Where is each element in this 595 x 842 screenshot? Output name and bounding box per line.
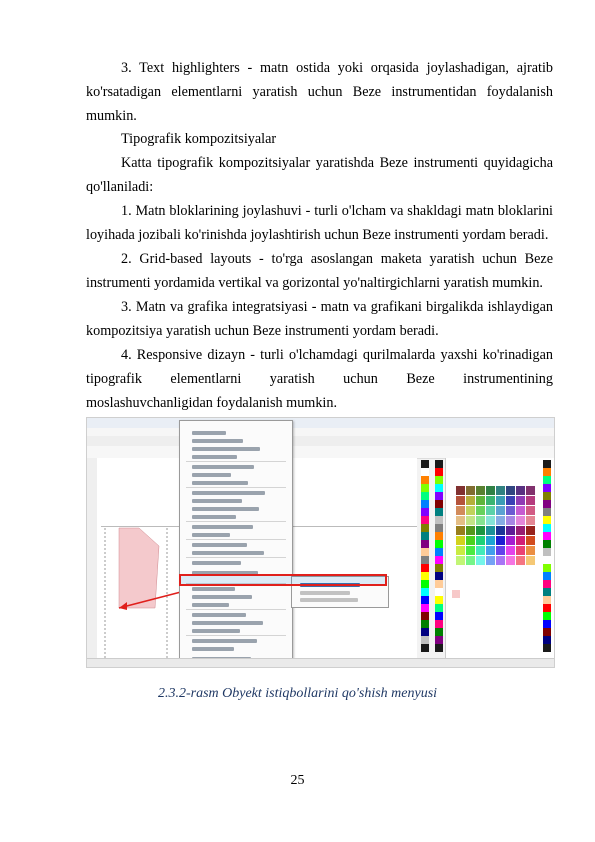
menu-separator (186, 557, 286, 558)
palette-swatch[interactable] (435, 492, 443, 500)
palette-swatch[interactable] (543, 548, 551, 556)
menu-separator (186, 635, 286, 636)
color-grid-swatch[interactable] (486, 486, 495, 495)
color-grid-swatch[interactable] (506, 536, 515, 545)
palette-swatch[interactable] (543, 524, 551, 532)
color-grid-swatch[interactable] (486, 516, 495, 525)
color-grid-swatch[interactable] (506, 496, 515, 505)
palette-swatch[interactable] (543, 532, 551, 540)
palette-swatch[interactable] (435, 644, 443, 652)
palette-swatch[interactable] (543, 460, 551, 468)
color-grid-swatch[interactable] (516, 506, 525, 515)
color-grid-swatch[interactable] (496, 536, 505, 545)
palette-swatch[interactable] (421, 468, 429, 476)
menu-item[interactable] (192, 455, 237, 459)
color-grid-swatch[interactable] (516, 526, 525, 535)
palette-swatch[interactable] (421, 500, 429, 508)
paragraph-heading-tipografik: Tipografik kompozitsiyalar (121, 131, 277, 147)
palette-swatch[interactable] (435, 548, 443, 556)
color-grid-swatch[interactable] (526, 546, 535, 555)
color-grid-swatch[interactable] (516, 496, 525, 505)
palette-swatch[interactable] (421, 524, 429, 532)
menu-item[interactable] (192, 473, 231, 477)
menu-separator (186, 521, 286, 522)
palette-swatch[interactable] (543, 476, 551, 484)
menu-item[interactable] (192, 491, 265, 495)
menu-separator (186, 487, 286, 488)
palette-swatch[interactable] (543, 636, 551, 644)
palette-swatch[interactable] (421, 588, 429, 596)
color-grid-swatch[interactable] (496, 516, 505, 525)
menu-item[interactable] (192, 561, 241, 565)
color-grid-swatch[interactable] (456, 536, 465, 545)
paragraph-text-highlighters: 3. Text highlighters - matn ostida yoki orqasida joylashadigan, ajratib ko'rsatadigan elementlarni yaratish uchun Beze instrumentidan foydalanish mumkin. (86, 60, 553, 124)
palette-swatch[interactable] (421, 492, 429, 500)
color-grid-swatch[interactable] (506, 546, 515, 555)
menu-separator (186, 539, 286, 540)
palette-swatch[interactable] (435, 604, 443, 612)
color-grid-swatch[interactable] (456, 546, 465, 555)
color-grid-swatch[interactable] (526, 536, 535, 545)
palette-swatch[interactable] (421, 516, 429, 524)
color-grid-swatch[interactable] (526, 496, 535, 505)
paragraph-grid-based: 2. Grid-based layouts - to'rga asoslangan maketa yaratish uchun Beze instrumenti yordamida vertikal va gorizontal yo'naltirgichlarni yaratish mumkin. (86, 251, 553, 291)
color-grid-swatch[interactable] (526, 526, 535, 535)
palette-swatch[interactable] (435, 580, 443, 588)
palette-swatch[interactable] (435, 628, 443, 636)
palette-swatch[interactable] (543, 596, 551, 604)
palette-swatch[interactable] (543, 588, 551, 596)
paragraph-katta-tipografik: Katta tipografik kompozitsiyalar yaratishda Beze instrumenti quyidagicha qo'llaniladi: (86, 155, 553, 195)
color-grid-swatch[interactable] (526, 506, 535, 515)
palette-swatch[interactable] (421, 572, 429, 580)
palette-swatch[interactable] (435, 484, 443, 492)
palette-swatch[interactable] (421, 532, 429, 540)
palette-swatch[interactable] (435, 620, 443, 628)
color-grid-swatch[interactable] (516, 536, 525, 545)
envelope-shape[interactable] (119, 528, 159, 608)
palette-swatch[interactable] (421, 628, 429, 636)
palette-swatch[interactable] (435, 596, 443, 604)
menu-item[interactable] (192, 481, 248, 485)
palette-swatch[interactable] (543, 516, 551, 524)
color-grid-swatch[interactable] (526, 556, 535, 565)
selected-color-swatch[interactable] (452, 590, 460, 598)
palette-swatch[interactable] (543, 556, 551, 564)
color-grid-swatch[interactable] (466, 546, 475, 555)
menu-item[interactable] (192, 629, 240, 633)
menu-item[interactable] (192, 647, 234, 651)
color-grid-swatch[interactable] (476, 506, 485, 515)
color-grid-swatch[interactable] (486, 536, 495, 545)
palette-swatch[interactable] (421, 540, 429, 548)
palette-swatch[interactable] (543, 492, 551, 500)
color-grid-swatch[interactable] (476, 486, 485, 495)
color-grid-swatch[interactable] (466, 556, 475, 565)
palette-swatch[interactable] (435, 516, 443, 524)
color-grid-swatch[interactable] (486, 506, 495, 515)
palette-swatch[interactable] (421, 596, 429, 604)
color-grid-swatch[interactable] (466, 506, 475, 515)
color-grid-swatch[interactable] (516, 516, 525, 525)
palette-swatch[interactable] (435, 500, 443, 508)
screenshot-figure (86, 417, 555, 668)
color-grid-swatch[interactable] (456, 516, 465, 525)
paragraph-matn-grafika: 3. Matn va grafika integratsiyasi - matn va grafikani birgalikda ishlaydigan kompozitsiya yaratish uchun Beze instrumenti yordam beradi. (86, 299, 553, 339)
color-grid-swatch[interactable] (456, 506, 465, 515)
palette-swatch[interactable] (543, 644, 551, 652)
palette-swatch[interactable] (435, 468, 443, 476)
color-grid-swatch[interactable] (466, 536, 475, 545)
paragraph-matn-bloklari: 1. Matn bloklarining joylashuvi - turli o'lcham va shakldagi matn bloklarini loyihada jozibali ko'rinishda joylashtirish uchun Beze instrumenti yordam beradi. (86, 203, 553, 243)
color-grid-swatch[interactable] (496, 486, 505, 495)
color-grid-swatch[interactable] (476, 556, 485, 565)
color-grid-swatch[interactable] (506, 526, 515, 535)
menu-item[interactable] (192, 587, 235, 591)
menu-item[interactable] (192, 431, 226, 435)
palette-swatch[interactable] (435, 508, 443, 516)
color-grid-swatch[interactable] (496, 496, 505, 505)
menu-item[interactable] (192, 533, 230, 537)
palette-swatch[interactable] (421, 460, 429, 468)
color-grid-swatch[interactable] (516, 556, 525, 565)
palette-swatch[interactable] (543, 620, 551, 628)
palette-swatch[interactable] (435, 476, 443, 484)
color-grid-swatch[interactable] (466, 526, 475, 535)
menu-item[interactable] (192, 621, 263, 625)
color-grid-swatch[interactable] (496, 546, 505, 555)
palette-swatch[interactable] (435, 532, 443, 540)
palette-swatch[interactable] (421, 620, 429, 628)
palette-swatch[interactable] (543, 508, 551, 516)
palette-swatch[interactable] (543, 580, 551, 588)
palette-swatch[interactable] (421, 548, 429, 556)
menu-item[interactable] (192, 465, 254, 469)
color-grid-swatch[interactable] (506, 516, 515, 525)
menu-item[interactable] (192, 613, 246, 617)
menu-item[interactable] (192, 639, 257, 643)
menu-separator (186, 609, 286, 610)
color-grid-swatch[interactable] (456, 486, 465, 495)
palette-swatch[interactable] (421, 564, 429, 572)
color-grid-swatch[interactable] (466, 496, 475, 505)
palette-strip-3 (539, 460, 555, 656)
palette-swatch[interactable] (543, 604, 551, 612)
palette-strip-2 (431, 460, 447, 656)
palette-swatch[interactable] (435, 524, 443, 532)
palette-swatch[interactable] (543, 572, 551, 580)
status-bar (87, 658, 554, 668)
color-grid-swatch[interactable] (516, 546, 525, 555)
color-grid-swatch[interactable] (526, 516, 535, 525)
color-grid-swatch[interactable] (476, 536, 485, 545)
color-grid-swatch[interactable] (466, 486, 475, 495)
palette-swatch[interactable] (543, 540, 551, 548)
palette-swatch[interactable] (435, 460, 443, 468)
palette-swatch[interactable] (543, 500, 551, 508)
menu-item[interactable] (192, 525, 253, 529)
color-grid-swatch[interactable] (486, 546, 495, 555)
color-grid-swatch[interactable] (506, 486, 515, 495)
menu-item[interactable] (192, 515, 236, 519)
color-grid-swatch[interactable] (516, 486, 525, 495)
menu-item[interactable] (192, 603, 229, 607)
highlighted-menu-item[interactable] (179, 574, 387, 586)
menu-item[interactable] (192, 507, 259, 511)
figure-caption: 2.3.2-rasm Obyekt istiqbollarini qo'shish menyusi (157, 686, 438, 701)
page-number: 25 (290, 773, 305, 788)
color-grid-swatch[interactable] (476, 516, 485, 525)
palette-swatch[interactable] (435, 572, 443, 580)
submenu-item-disabled-2 (300, 598, 358, 602)
palette-swatch[interactable] (421, 612, 429, 620)
paragraph-responsive: 4. Responsive dizayn - turli o'lchamdagi qurilmalarda yaxshi ko'rinadigan tipografik elementlarni yaratish uchun Beze instrumentining moslashuvchanligidan foydalanish mumkin. (86, 347, 553, 411)
color-grid-swatch[interactable] (486, 556, 495, 565)
palette-swatch[interactable] (435, 612, 443, 620)
palette-swatch[interactable] (435, 540, 443, 548)
menu-item[interactable] (192, 543, 247, 547)
palette-swatch[interactable] (421, 636, 429, 644)
palette-swatch[interactable] (421, 580, 429, 588)
color-grid-swatch[interactable] (526, 486, 535, 495)
object-context-menu (179, 420, 293, 668)
palette-swatch[interactable] (543, 612, 551, 620)
color-grid-swatch[interactable] (506, 556, 515, 565)
palette-swatch[interactable] (421, 604, 429, 612)
menu-item[interactable] (192, 447, 260, 451)
color-grid-swatch[interactable] (476, 546, 485, 555)
menu-item[interactable] (192, 499, 242, 503)
palette-swatch[interactable] (421, 476, 429, 484)
color-grid-swatch[interactable] (486, 526, 495, 535)
palette-swatch[interactable] (421, 484, 429, 492)
color-grid (456, 486, 536, 566)
color-grid-swatch[interactable] (486, 496, 495, 505)
color-grid-swatch[interactable] (476, 526, 485, 535)
palette-swatch[interactable] (421, 508, 429, 516)
palette-swatch[interactable] (435, 636, 443, 644)
color-grid-swatch[interactable] (456, 496, 465, 505)
color-grid-swatch[interactable] (466, 516, 475, 525)
app-titlebar (87, 418, 554, 428)
palette-swatch[interactable] (543, 628, 551, 636)
submenu-item-disabled-1 (300, 591, 350, 595)
palette-swatch[interactable] (435, 556, 443, 564)
palette-swatch[interactable] (543, 468, 551, 476)
palette-swatch[interactable] (435, 588, 443, 596)
palette-swatch[interactable] (543, 564, 551, 572)
palette-swatch[interactable] (421, 644, 429, 652)
menu-item[interactable] (192, 551, 264, 555)
color-grid-swatch[interactable] (496, 506, 505, 515)
palette-swatch[interactable] (435, 564, 443, 572)
color-grid-swatch[interactable] (506, 506, 515, 515)
menu-separator (186, 461, 286, 462)
color-grid-swatch[interactable] (476, 496, 485, 505)
color-grid-swatch[interactable] (456, 526, 465, 535)
palette-swatch[interactable] (543, 484, 551, 492)
menu-item[interactable] (192, 439, 243, 443)
color-grid-swatch[interactable] (496, 526, 505, 535)
menu-item[interactable] (192, 595, 252, 599)
color-grid-swatch[interactable] (456, 556, 465, 565)
palette-swatch[interactable] (421, 556, 429, 564)
color-grid-swatch[interactable] (496, 556, 505, 565)
